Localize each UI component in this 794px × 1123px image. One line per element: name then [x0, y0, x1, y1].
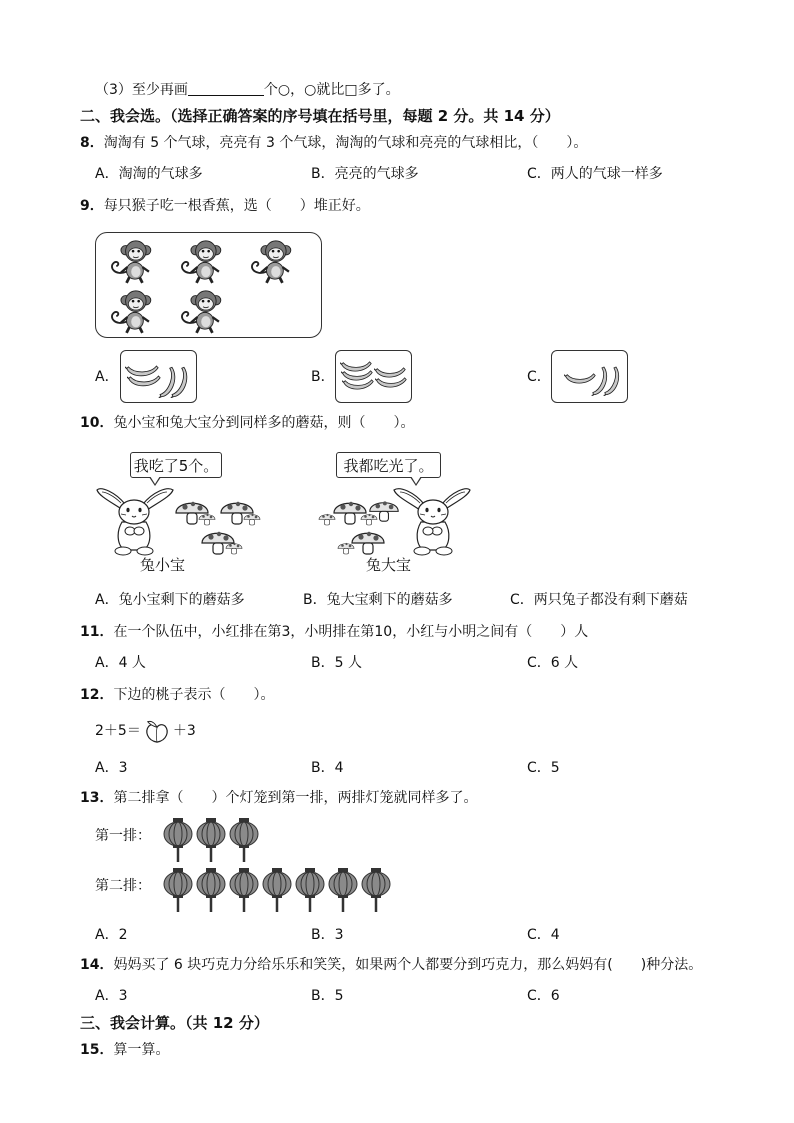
question-8	[80, 133, 587, 153]
q13-option-c: C．4	[527, 927, 560, 943]
question-11	[80, 622, 588, 642]
q11-option-c: C．6 人	[527, 655, 579, 671]
equation-left: 2＋5＝	[95, 723, 141, 739]
monkey-icon	[106, 287, 162, 334]
q8-option-c: C．两人的气球一样多	[527, 166, 663, 182]
lantern-icon	[262, 868, 292, 912]
q11-option-a: A．4 人	[95, 655, 146, 671]
rabbit-icon	[392, 476, 472, 556]
question-number: 8．	[80, 135, 104, 151]
lantern-icon	[328, 868, 358, 912]
rabbit-name-xiaobao: 兔小宝	[140, 556, 186, 574]
question-text: 算一算。	[113, 1042, 170, 1058]
question-text: 妈妈买了 6 块巧克力分给乐乐和笑笑，如果两个人都要分到巧克力，那么妈妈有( )种分法。	[113, 957, 703, 973]
q12-option-c: C．5	[527, 760, 560, 776]
lantern-row-1	[95, 818, 259, 862]
monkey-group-box	[95, 232, 322, 338]
q8-option-b: B．亮亮的气球多	[311, 166, 419, 182]
mushroom-icon	[350, 528, 386, 556]
row-label: 第一排：	[95, 828, 151, 844]
rabbit-name-dabao: 兔大宝	[366, 556, 412, 574]
question-number: 15．	[80, 1042, 114, 1058]
question-number: 9．	[80, 198, 104, 214]
section-3-heading: 三、我会计算。（共 12 分）	[80, 1014, 269, 1032]
q13-option-b: B．3	[311, 927, 344, 943]
question-9	[80, 196, 370, 216]
lantern-icon	[196, 818, 226, 862]
speech-bubble-dabao: 我都吃光了。	[336, 452, 441, 478]
peach-equation	[95, 718, 196, 744]
lantern-icon	[229, 818, 259, 862]
lantern-group	[163, 818, 259, 862]
question-15	[80, 1040, 169, 1060]
row-label: 第二排：	[95, 878, 151, 894]
lantern-icon	[163, 818, 193, 862]
monkey-icon	[176, 237, 232, 284]
lantern-icon	[196, 868, 226, 912]
question-text: 第二排拿（ ）个灯笼到第一排，两排灯笼就同样多了。	[113, 790, 478, 806]
speech-bubble-xiaobao: 我吃了5个。	[130, 452, 222, 478]
q10-option-c: C．两只兔子都没有剩下蘑菇	[510, 592, 688, 608]
question-text: 每只猴子吃一根香蕉，选（ ）堆正好。	[103, 198, 370, 214]
banana-bunch-icon	[336, 351, 411, 402]
question-text: 在一个队伍中，小红排在第3，小明排在第10，小红与小明之间有（ ）人	[113, 624, 589, 640]
rabbit-icon	[95, 476, 175, 556]
monkey-icon	[246, 237, 302, 284]
question-13	[80, 788, 477, 808]
equation-right: ＋3	[172, 723, 196, 739]
question-14	[80, 955, 702, 975]
question-text: 淘淘有 5 个气球，亮亮有 3 个气球，淘淘的气球和亮亮的气球相比，（ ）。	[103, 135, 588, 151]
q14-option-b: B．5	[311, 988, 344, 1004]
q9-option-c-bananas	[551, 350, 628, 403]
sub-question-suffix: 个○，○就比□多了。	[263, 82, 400, 98]
question-text: 兔小宝和兔大宝分到同样多的蘑菇，则（ ）。	[113, 415, 415, 431]
question-number: 13．	[80, 790, 114, 806]
q9-option-c-label: C．	[527, 369, 551, 385]
monkey-icon	[106, 237, 162, 284]
mushroom-icon	[198, 512, 216, 526]
section-2-heading: 二、我会选。（选择正确答案的序号填在括号里，每题 2 分。共 14 分）	[80, 107, 560, 125]
q13-option-a: A．2	[95, 927, 128, 943]
question-12	[80, 685, 274, 705]
lantern-row-2	[95, 868, 391, 912]
mushroom-icon	[243, 512, 261, 526]
mushroom-icon	[225, 541, 243, 555]
q14-option-a: A．3	[95, 988, 128, 1004]
question-number: 10．	[80, 415, 114, 431]
banana-bunch-icon	[552, 351, 627, 402]
q8-option-a: A．淘淘的气球多	[95, 166, 203, 182]
banana-bunch-icon	[121, 351, 196, 402]
question-number: 12．	[80, 687, 114, 703]
q9-option-a-label: A．	[95, 369, 119, 385]
lantern-icon	[229, 868, 259, 912]
question-10	[80, 413, 414, 433]
answer-blank	[188, 81, 264, 96]
peach-icon	[143, 718, 171, 744]
q9-option-b-bananas	[335, 350, 412, 403]
lantern-group	[163, 868, 391, 912]
question-number: 14．	[80, 957, 114, 973]
q12-option-b: B．4	[311, 760, 344, 776]
q9-option-a-bananas	[120, 350, 197, 403]
sub-question-prefix: （3）至少再画	[95, 82, 188, 98]
lantern-icon	[163, 868, 193, 912]
question-text: 下边的桃子表示（ ）。	[113, 687, 275, 703]
q10-option-b: B．兔大宝剩下的蘑菇多	[303, 592, 453, 608]
q10-option-a: A．兔小宝剩下的蘑菇多	[95, 592, 245, 608]
lantern-icon	[295, 868, 325, 912]
q11-option-b: B．5 人	[311, 655, 362, 671]
question-number: 11．	[80, 624, 114, 640]
q9-option-b-label: B．	[311, 369, 335, 385]
q14-option-c: C．6	[527, 988, 560, 1004]
q12-option-a: A．3	[95, 760, 128, 776]
sub-question-3	[95, 80, 400, 100]
monkey-icon	[176, 287, 232, 334]
lantern-icon	[361, 868, 391, 912]
